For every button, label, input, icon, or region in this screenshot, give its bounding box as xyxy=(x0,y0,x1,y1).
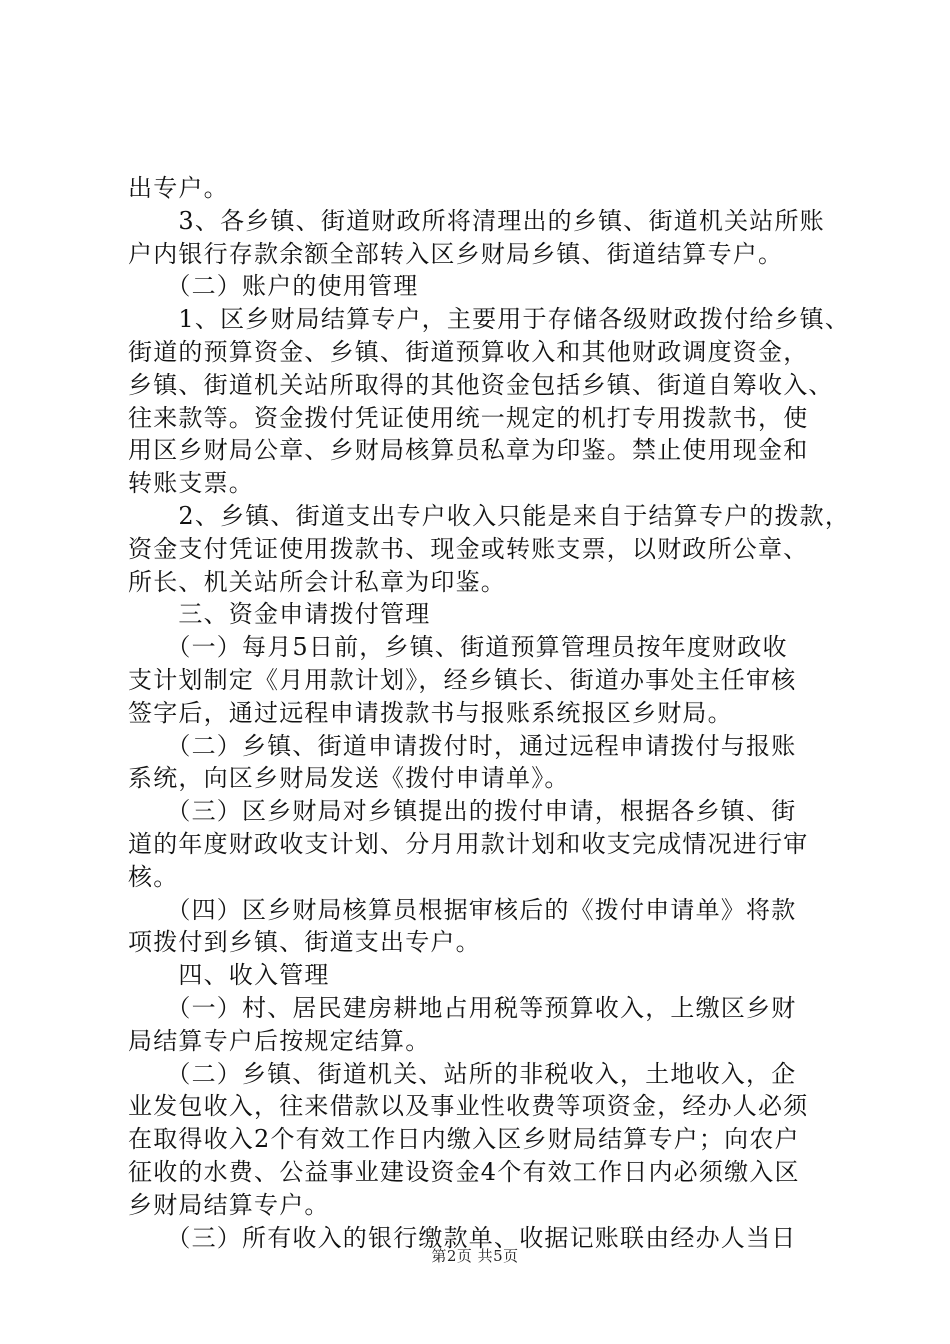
text-line: 转账支票。 xyxy=(128,469,254,498)
text-line: 3、各乡镇、街道财政所将清理出的乡镇、街道机关站所账 xyxy=(128,206,825,235)
text-line: 在取得收入2个有效工作日内缴入区乡财局结算专户；向农户 xyxy=(128,1125,800,1154)
text-line: 四、收入管理 xyxy=(128,961,330,990)
text-line: 签字后，通过远程申请拨款书与报账系统报区乡财局。 xyxy=(128,698,733,727)
text-line: 乡镇、街道机关站所取得的其他资金包括乡镇、街道自筹收入、 xyxy=(128,370,834,399)
text-line: 出专户。 xyxy=(128,174,229,202)
text-line: 核。 xyxy=(128,862,179,891)
text-line: （二）乡镇、街道申请拨付时，通过远程申请拨付与报账 xyxy=(128,731,797,760)
text-line: 往来款等。资金拨付凭证使用统一规定的机打专用拨款书，使 xyxy=(128,403,809,432)
text-line: 道的年度财政收支计划、分月用款计划和收支完成情况进行审 xyxy=(128,829,809,858)
text-line: 街道的预算资金、乡镇、街道预算收入和其他财政调度资金， xyxy=(128,337,809,366)
text-line: （三）区乡财局对乡镇提出的拨付申请，根据各乡镇、街 xyxy=(128,797,797,826)
text-line: 项拨付到乡镇、街道支出专户。 xyxy=(128,928,481,957)
text-line: 用区乡财局公章、乡财局核算员私章为印鉴。禁止使用现金和 xyxy=(128,436,809,465)
text-line: 业发包收入，往来借款以及事业性收费等项资金，经办人必须 xyxy=(128,1092,809,1121)
text-line: 2、乡镇、街道支出专户收入只能是来自于结算专户的拨款， xyxy=(128,501,851,530)
text-line: 资金支付凭证使用拨款书、现金或转账支票，以财政所公章、 xyxy=(128,534,809,563)
text-line: 系统，向区乡财局发送《拨付申请单》。 xyxy=(128,764,570,793)
document-body xyxy=(128,172,851,1254)
text-line: 征收的水费、公益事业建设资金4个有效工作日内必须缴入区 xyxy=(128,1157,800,1186)
text-line: 乡财局结算专户。 xyxy=(128,1190,330,1219)
text-line: 支计划制定《月用款计划》，经乡镇长、街道办事处主任审核 xyxy=(128,665,797,694)
text-line: （一）每月5日前，乡镇、街道预算管理员按年度财政收 xyxy=(128,633,788,662)
text-line: （四）区乡财局核算员根据审核后的《拨付申请单》将款 xyxy=(128,895,797,924)
text-line: （二）乡镇、街道机关、站所的非税收入，土地收入，企 xyxy=(128,1059,797,1088)
text-line: （三）所有收入的银行缴款单、收据记账联由经办人当日 xyxy=(128,1223,797,1252)
text-line: 所长、机关站所会计私章为印鉴。 xyxy=(128,567,506,596)
text-line: 局结算专户后按规定结算。 xyxy=(128,1026,431,1055)
text-line: （二）账户的使用管理 xyxy=(128,272,419,301)
text-line: 三、资金申请拨付管理 xyxy=(128,600,431,629)
text-line: （一）村、居民建房耕地占用税等预算收入，上缴区乡财 xyxy=(128,993,797,1022)
text-line: 1、区乡财局结算专户，主要用于存储各级财政拨付给乡镇、 xyxy=(128,305,851,334)
page-footer: 第2页 共5页 xyxy=(431,1247,519,1265)
text-line: 户内银行存款余额全部转入区乡财局乡镇、街道结算专户。 xyxy=(128,239,784,268)
